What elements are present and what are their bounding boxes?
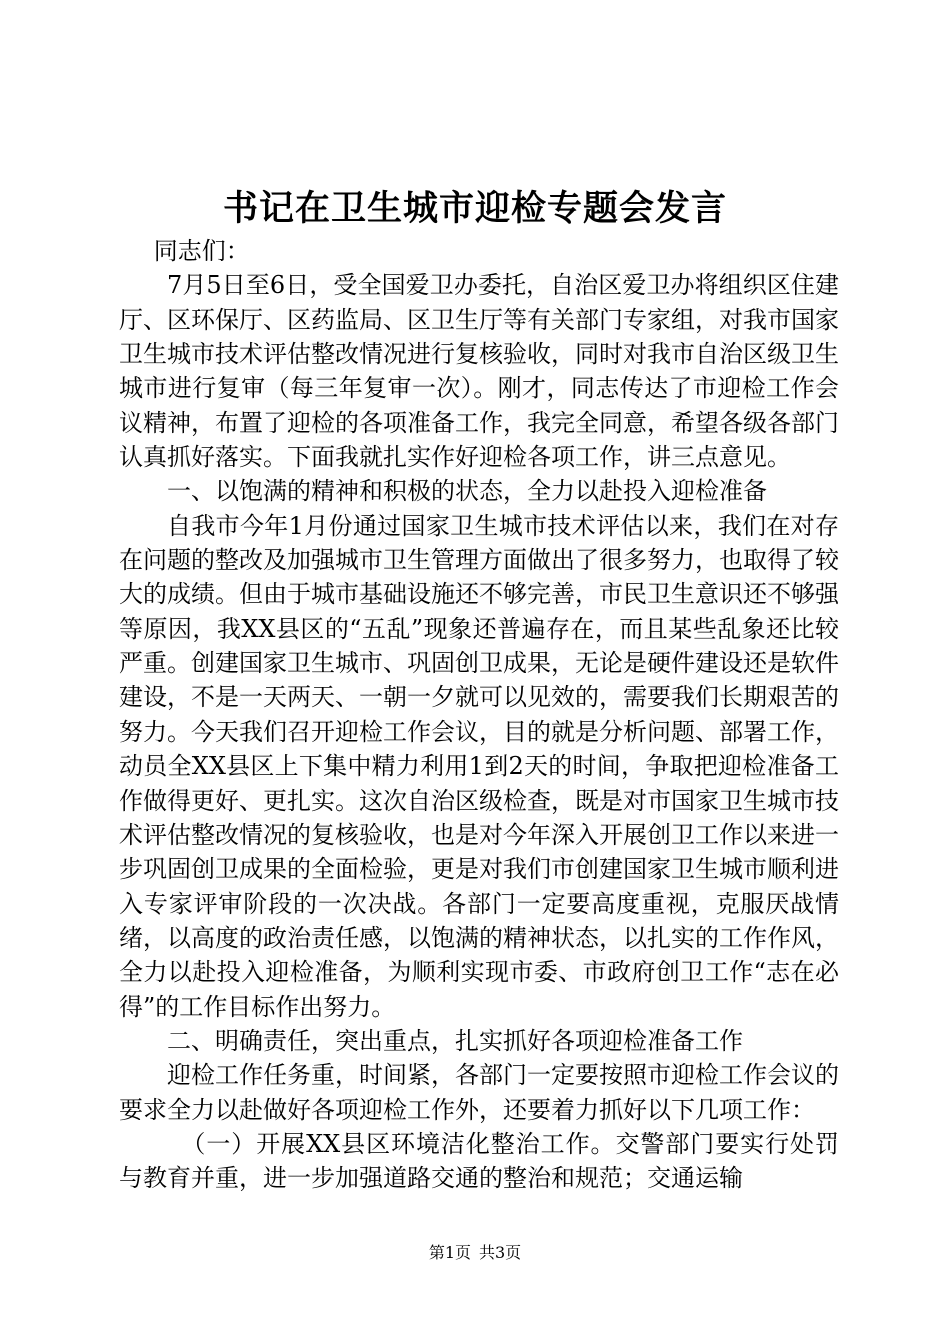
page-number: 第1页 [428,1243,471,1262]
page-total: 共3页 [479,1243,522,1262]
section-heading-2: 二、明确责任，突出重点，扎实抓好各项迎检准备工作 [167,1026,743,1055]
subsection-paragraph: （一）开展XX县区环境洁化整治工作。交警部门要实行处罚与教育并重，进一步加强道路交通的整治和规范；交通运输 [119,1129,839,1193]
section-heading-1: 一、以饱满的精神和积极的状态，全力以赴投入迎检准备 [167,477,767,506]
intro-paragraph: 7月5日至6日，受全国爱卫办委托，自治区爱卫办将组织区住建厅、区环保厅、区药监局、区卫生厅等有关部门专家组，对我市国家卫生城市技术评估整改情况进行复核验收，同时对我市自治区级卫生城市进行复审（每三年复审一次）。刚才，同志传达了市迎检工作会议精神，布置了迎检的各项准备工作，我完全同意，希望各级各部门认真抓好落实。下面我就扎实作好迎检各项工作，讲三点意见。 [119,271,839,472]
document-body [119,234,839,1196]
body-paragraph: 自我市今年1月份通过国家卫生城市技术评估以来，我们在对存在问题的整改及加强城市卫生管理方面做出了很多努力，也取得了较大的成绩。但由于城市基础设施还不够完善，市民卫生意识还不够强等原因，我XX县区的“五乱”现象还普遍存在，而且某些乱象还比较严重。创建国家卫生城市、巩固创卫成果，无论是硬件建设还是软件建设，不是一天两天、一朝一夕就可以见效的，需要我们长期艰苦的努力。今天我们召开迎检工作会议，目的就是分析问题、部署工作，动员全XX县区上下集中精力利用1到2天的时间，争取把迎检准备工作做得更好、更扎实。这次自治区级检查，既是对市国家卫生城市技术评估整改情况的复核验收，也是对今年深入开展创卫工作以来进一步巩固创卫成果的全面检验，更是对我们市创建国家卫生城市顺利进入专家评审阶段的一次决战。各部门一定要高度重视，克服厌战情绪，以高度的政治责任感，以饱满的精神状态，以扎实的工作作风，全力以赴投入迎检准备，为顺利实现市委、市政府创卫工作“志在必得”的工作目标作出努力。 [119,511,839,1021]
document-title: 书记在卫生城市迎检专题会发言 [222,188,727,229]
body-paragraph: 迎检工作任务重，时间紧，各部门一定要按照市迎检工作会议的要求全力以赴做好各项迎检工作外，还要着力抓好以下几项工作： [119,1061,839,1124]
page-footer [0,1241,950,1265]
salutation-paragraph: 同志们： [153,237,250,265]
